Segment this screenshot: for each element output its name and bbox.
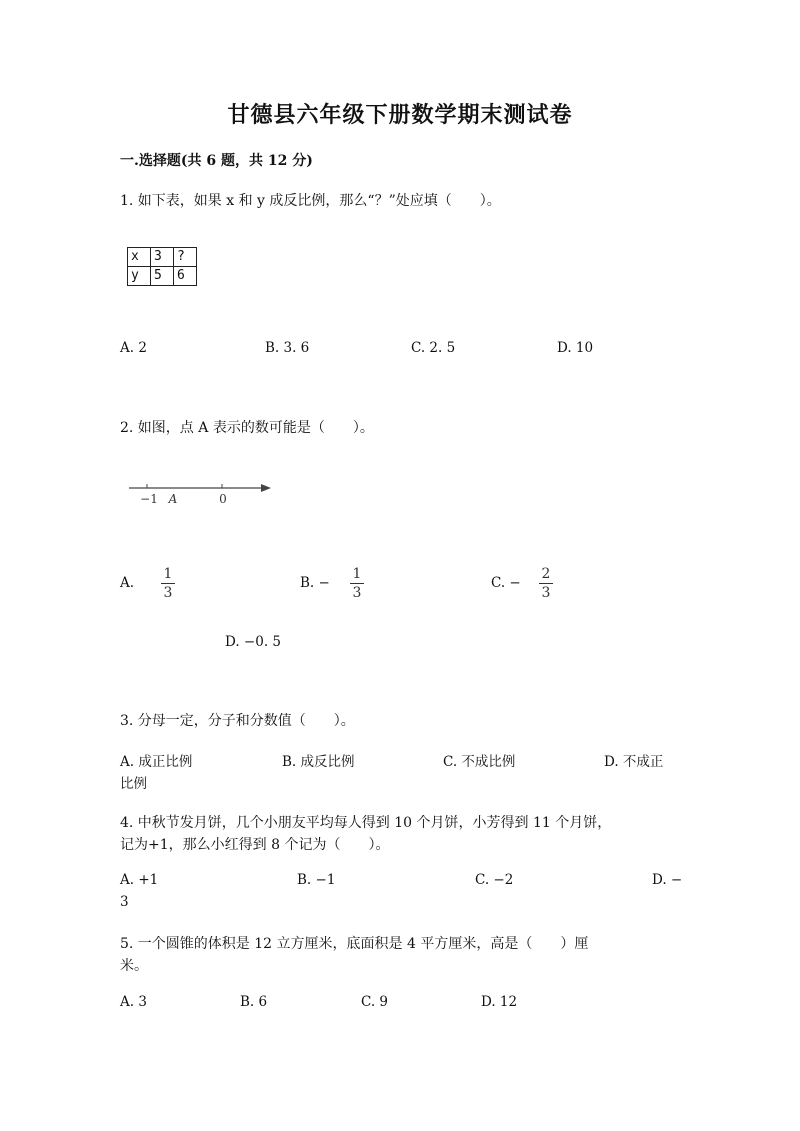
- q2-option-c-fraction: [539, 566, 553, 601]
- table-cell: ?: [174, 248, 197, 267]
- q2-option-a-fraction: [161, 566, 175, 601]
- q3-option-d: D. 不成正: [604, 754, 664, 770]
- q3-option-c: C. 不成比例: [443, 754, 516, 770]
- q5-option-b: B. 6: [240, 994, 268, 1010]
- label-point-a: A: [168, 492, 178, 506]
- arrowhead-icon: [261, 484, 271, 492]
- table-row: [128, 248, 197, 267]
- fraction-bar: [161, 583, 175, 584]
- label-minus-one: −1: [140, 492, 158, 506]
- q1-option-b: B. 3. 6: [265, 340, 310, 356]
- fraction-numerator: 1: [163, 566, 173, 582]
- fraction-numerator: 1: [352, 566, 362, 582]
- label-zero: 0: [219, 492, 227, 506]
- table-cell: 3: [151, 248, 174, 267]
- table-cell: 5: [151, 267, 174, 286]
- table-row: [128, 267, 197, 286]
- q3-option-d-wrap: 比例: [120, 776, 147, 792]
- fraction-denominator: 3: [352, 585, 362, 601]
- q4-option-c: C. −2: [475, 872, 514, 888]
- q5-option-a: A. 3: [120, 994, 147, 1010]
- q1-option-d: D. 10: [557, 340, 594, 356]
- q1-option-c: C. 2. 5: [411, 340, 456, 356]
- question-4-stem-line-1: 4. 中秋节发月饼，几个小朋友平均每人得到 10 个月饼，小芳得到 11 个月饼，: [120, 815, 612, 831]
- xy-table: [127, 247, 197, 286]
- fraction-bar: [350, 583, 364, 584]
- section-heading: 一.选择题(共 6 题，共 12 分): [120, 153, 313, 169]
- page-title: 甘德县六年级下册数学期末测试卷: [227, 102, 573, 128]
- q5-option-c: C. 9: [361, 994, 389, 1010]
- table-cell: y: [128, 267, 151, 286]
- q4-option-d-wrap: 3: [120, 894, 129, 910]
- q4-option-a: A. +1: [120, 872, 159, 888]
- q2-option-b-prefix: B. −: [300, 575, 330, 591]
- q3-option-a: A. 成正比例: [120, 754, 193, 770]
- q4-option-d: D. −: [652, 872, 683, 888]
- q4-option-b: B. −1: [297, 872, 336, 888]
- question-4-stem-line-2: 记为+1，那么小红得到 8 个记为（ ）。: [120, 837, 390, 853]
- question-2-stem: 2. 如图，点 A 表示的数可能是（ ）。: [120, 420, 374, 436]
- q2-option-a-prefix: A.: [120, 575, 135, 591]
- q1-option-a: A. 2: [120, 340, 147, 356]
- fraction-numerator: 2: [541, 566, 551, 582]
- table-cell: x: [128, 248, 151, 267]
- question-5-stem-line-1: 5. 一个圆锥的体积是 12 立方厘米，底面积是 4 平方厘米，高是（ ）厘: [120, 936, 589, 952]
- fraction-denominator: 3: [541, 585, 551, 601]
- number-line: [125, 478, 275, 510]
- question-5-stem-line-2: 米。: [120, 958, 148, 974]
- table-cell: 6: [174, 267, 197, 286]
- q2-option-d: D. −0. 5: [225, 634, 281, 650]
- fraction-denominator: 3: [163, 585, 173, 601]
- question-3-stem: 3. 分母一定，分子和分数值（ ）。: [120, 713, 355, 729]
- q2-option-c-prefix: C. −: [491, 575, 521, 591]
- fraction-bar: [539, 583, 553, 584]
- question-1-stem: 1. 如下表，如果 x 和 y 成反比例，那么“？”处应填（ ）。: [120, 193, 501, 209]
- q3-option-b: B. 成反比例: [282, 754, 355, 770]
- q2-option-b-fraction: [350, 566, 364, 601]
- q5-option-d: D. 12: [481, 994, 518, 1010]
